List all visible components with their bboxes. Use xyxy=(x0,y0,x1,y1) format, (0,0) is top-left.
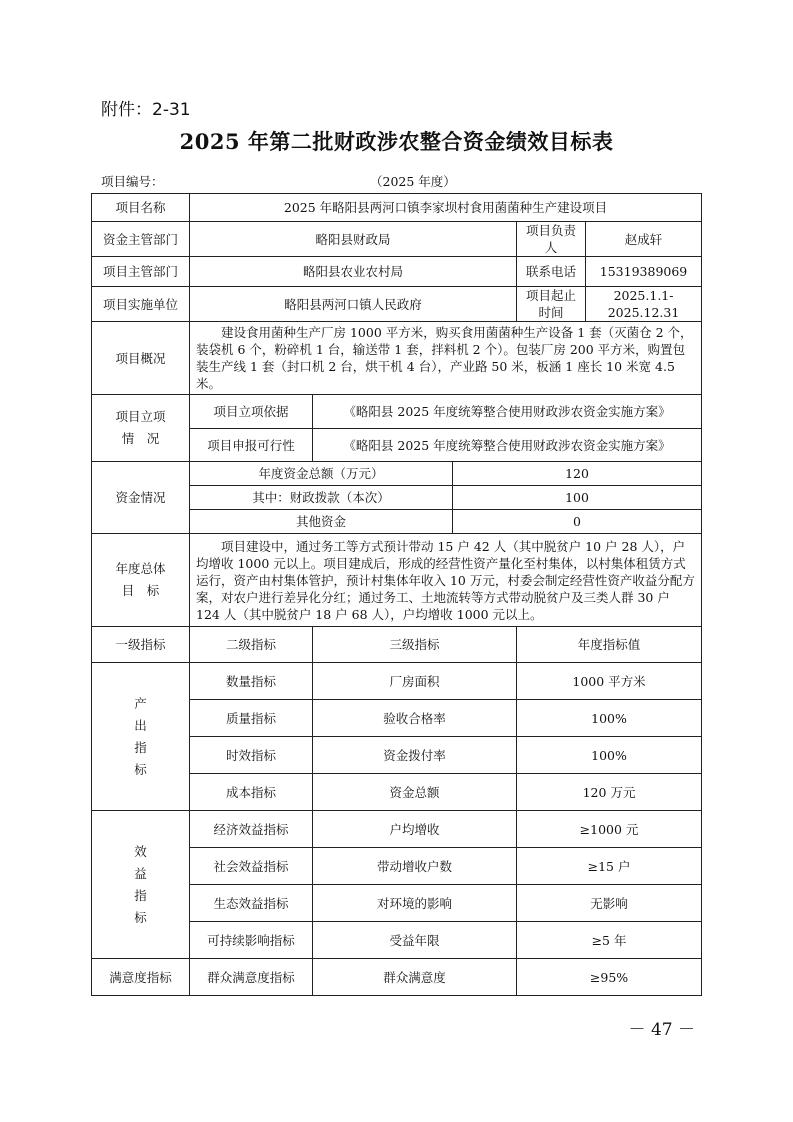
table-row xyxy=(92,395,702,429)
benefit-l3: 对环境的影响 xyxy=(313,885,517,922)
satisfaction-value: ≥95% xyxy=(517,959,702,996)
table-row xyxy=(92,222,702,257)
table-row xyxy=(92,322,702,395)
table-row xyxy=(92,257,702,287)
col-header-value: 年度指标值 xyxy=(517,627,702,663)
project-name-label: 项目名称 xyxy=(92,194,190,222)
col-header-level1: 一级指标 xyxy=(92,627,190,663)
project-number-label: 项目编号： xyxy=(101,174,164,189)
output-label-char: 出 xyxy=(134,717,147,733)
table-row xyxy=(92,959,702,996)
output-l2: 质量指标 xyxy=(190,700,313,737)
impl-unit-value: 略阳县两河口镇人民政府 xyxy=(190,287,517,322)
benefit-indicator-label xyxy=(92,811,190,959)
year-label: （2025 年度） xyxy=(370,174,456,189)
approval-label xyxy=(92,395,190,462)
period-value: 2025.1.1-2025.12.31 xyxy=(586,287,702,322)
annual-goal-value: 项目建设中，通过务工等方式预计带动 15 户 42 人（其中脱贫户 10 户 28 人），户均增收 1000 元以上。项目建成后，形成的经营性资产量化至村集体，以村集体租赁方式运行，资产由村集体管护，预计村集体年收入 10 万元，村委会制定经营性资产收益分配方案，对农户进行差异化分红；通过务工、土地流转等方式带动脱贫户及三类人群 30 户 124 人（其中脱贫户 18 户 68 人），户均增收 1000 元以上。 xyxy=(190,534,702,627)
satisfaction-label: 满意度指标 xyxy=(92,959,190,996)
approval-label-line2: 情 况 xyxy=(121,431,160,446)
benefit-l2: 可持续影响指标 xyxy=(190,922,313,959)
other-funds-label: 其他资金 xyxy=(190,510,453,534)
phone-label: 联系电话 xyxy=(517,257,586,287)
output-label-char: 标 xyxy=(134,761,147,777)
output-l3: 验收合格率 xyxy=(313,700,517,737)
funds-label: 资金情况 xyxy=(92,462,190,534)
table-row xyxy=(92,534,702,627)
annual-goal-label-line2: 目 标 xyxy=(121,583,160,598)
overview-label: 项目概况 xyxy=(92,322,190,395)
fiscal-funds-value: 100 xyxy=(453,486,702,510)
feasibility-value: 《略阳县 2025 年度统筹整合使用财政涉农资金实施方案》 xyxy=(313,429,702,462)
benefit-label-char: 益 xyxy=(134,865,147,881)
output-value: 1000 平方米 xyxy=(517,663,702,700)
table-row xyxy=(92,194,702,222)
output-l3: 厂房面积 xyxy=(313,663,517,700)
output-l2: 数量指标 xyxy=(190,663,313,700)
col-header-level2: 二级指标 xyxy=(190,627,313,663)
satisfaction-l3: 群众满意度 xyxy=(313,959,517,996)
feasibility-label: 项目申报可行性 xyxy=(190,429,313,462)
table-row xyxy=(92,811,702,848)
basis-value: 《略阳县 2025 年度统筹整合使用财政涉农资金实施方案》 xyxy=(313,395,702,429)
benefit-l3: 受益年限 xyxy=(313,922,517,959)
benefit-l2: 经济效益指标 xyxy=(190,811,313,848)
impl-unit-label: 项目实施单位 xyxy=(92,287,190,322)
col-header-level3: 三级指标 xyxy=(313,627,517,663)
phone-value: 15319389069 xyxy=(586,257,702,287)
funds-dept-value: 略阳县财政局 xyxy=(190,222,517,257)
owner-value: 赵成轩 xyxy=(586,222,702,257)
benefit-value: ≥15 户 xyxy=(517,848,702,885)
annual-goal-label-line1: 年度总体 xyxy=(115,561,166,576)
table-row xyxy=(92,663,702,700)
benefit-value: ≥1000 元 xyxy=(517,811,702,848)
satisfaction-l2: 群众满意度指标 xyxy=(190,959,313,996)
benefit-l3: 户均增收 xyxy=(313,811,517,848)
output-label-char: 指 xyxy=(134,739,147,755)
funds-dept-label: 资金主管部门 xyxy=(92,222,190,257)
table-row xyxy=(92,462,702,486)
project-name-value: 2025 年略阳县两河口镇李家坝村食用菌菌种生产建设项目 xyxy=(190,194,702,222)
table-row xyxy=(92,287,702,322)
output-value: 120 万元 xyxy=(517,774,702,811)
attachment-label: 附件：2-31 xyxy=(101,100,191,120)
benefit-label-char: 标 xyxy=(134,909,147,925)
output-indicator-label xyxy=(92,663,190,811)
managing-dept-value: 略阳县农业农村局 xyxy=(190,257,517,287)
output-value: 100% xyxy=(517,700,702,737)
approval-label-line1: 项目立项 xyxy=(115,409,166,424)
page-number: － 47 － xyxy=(628,1020,695,1040)
benefit-l3: 带动增收户数 xyxy=(313,848,517,885)
period-label: 项目起止时间 xyxy=(517,287,586,322)
output-l3: 资金总额 xyxy=(313,774,517,811)
output-l2: 成本指标 xyxy=(190,774,313,811)
benefit-label-char: 指 xyxy=(134,887,147,903)
benefit-value: 无影响 xyxy=(517,885,702,922)
annual-goal-label xyxy=(92,534,190,627)
overview-value: 建设食用菌种生产厂房 1000 平方米，购买食用菌菌种生产设备 1 套（灭菌仓 2 个，装袋机 6 个，粉碎机 1 台，输送带 1 套，拌料机 2 个）。包装厂房 200 平方米，购置包装生产线 1 套（封口机 2 台，烘干机 4 台），产业路 50 米，板涵 1 座长 10 米宽 4.5 米。 xyxy=(190,322,702,395)
output-l2: 时效指标 xyxy=(190,737,313,774)
performance-table xyxy=(91,193,702,996)
page-title: 2025 年第二批财政涉农整合资金绩效目标表 xyxy=(179,129,614,154)
basis-label: 项目立项依据 xyxy=(190,395,313,429)
managing-dept-label: 项目主管部门 xyxy=(92,257,190,287)
output-value: 100% xyxy=(517,737,702,774)
benefit-l2: 社会效益指标 xyxy=(190,848,313,885)
total-funds-value: 120 xyxy=(453,462,702,486)
benefit-l2: 生态效益指标 xyxy=(190,885,313,922)
table-row xyxy=(92,627,702,663)
benefit-value: ≥5 年 xyxy=(517,922,702,959)
fiscal-funds-label: 其中：财政拨款（本次） xyxy=(190,486,453,510)
benefit-label-char: 效 xyxy=(134,843,147,859)
other-funds-value: 0 xyxy=(453,510,702,534)
output-label-char: 产 xyxy=(134,695,147,711)
output-l3: 资金拨付率 xyxy=(313,737,517,774)
total-funds-label: 年度资金总额（万元） xyxy=(190,462,453,486)
owner-label: 项目负责人 xyxy=(517,222,586,257)
